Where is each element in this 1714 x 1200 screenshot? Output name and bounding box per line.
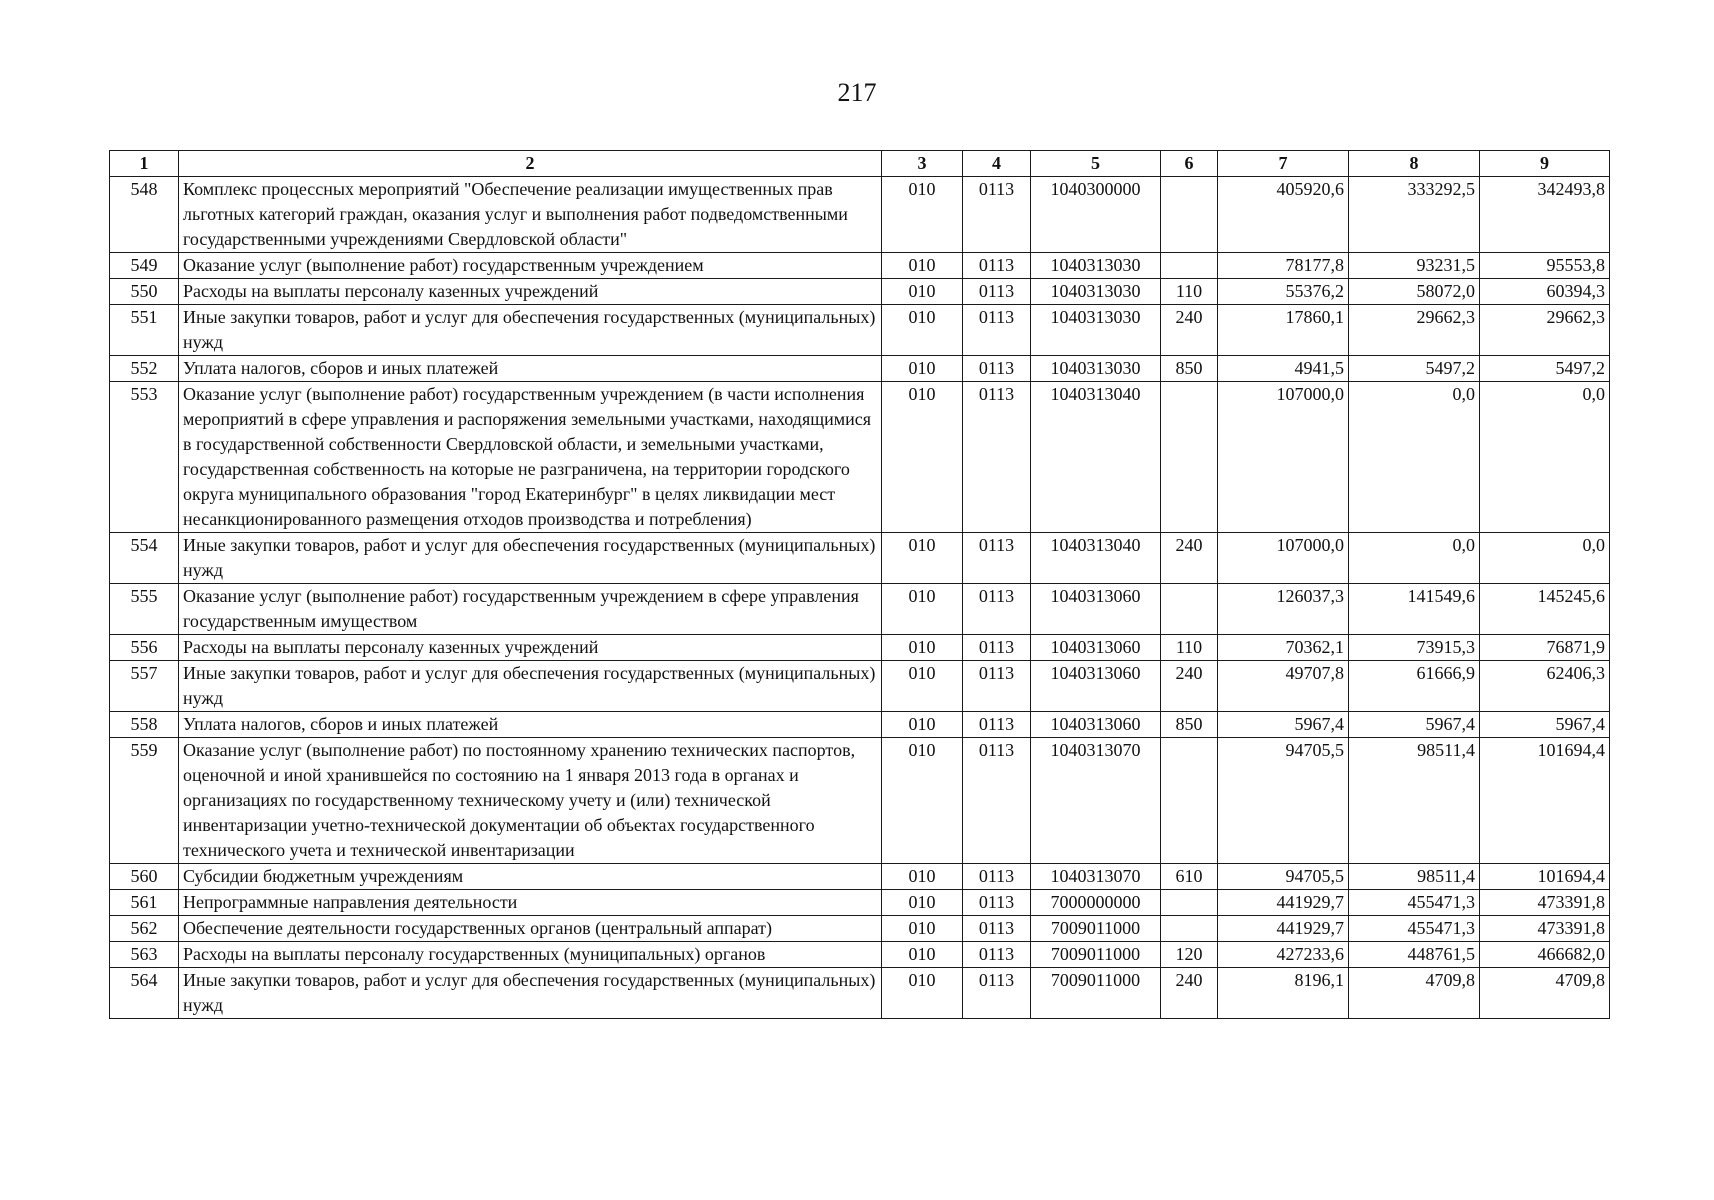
target-article-cell: 1040313060 (1031, 712, 1161, 738)
administrator-code-cell: 010 (882, 942, 963, 968)
administrator-code-cell: 010 (882, 738, 963, 864)
description-cell: Расходы на выплаты персоналу казенных учреждений (179, 635, 882, 661)
administrator-code-cell: 010 (882, 279, 963, 305)
amount-cell: 5967,4 (1480, 712, 1610, 738)
amount-cell: 8196,1 (1218, 968, 1349, 1019)
administrator-code-cell: 010 (882, 356, 963, 382)
description-cell: Уплата налогов, сборов и иных платежей (179, 712, 882, 738)
expense-type-cell: 240 (1161, 305, 1218, 356)
section-code-cell: 0113 (963, 916, 1031, 942)
target-article-cell: 1040313040 (1031, 533, 1161, 584)
administrator-code-cell: 010 (882, 382, 963, 533)
amount-cell: 94705,5 (1218, 738, 1349, 864)
description-cell: Иные закупки товаров, работ и услуг для обеспечения государственных (муниципальных) нужд (179, 533, 882, 584)
amount-cell: 455471,3 (1349, 890, 1480, 916)
amount-cell: 93231,5 (1349, 253, 1480, 279)
table-row (110, 635, 1610, 661)
row-number-cell: 564 (110, 968, 179, 1019)
amount-cell: 61666,9 (1349, 661, 1480, 712)
amount-cell: 70362,1 (1218, 635, 1349, 661)
table-row (110, 968, 1610, 1019)
amount-cell: 405920,6 (1218, 177, 1349, 253)
amount-cell: 29662,3 (1349, 305, 1480, 356)
row-number-cell: 561 (110, 890, 179, 916)
expense-type-cell (1161, 382, 1218, 533)
expense-type-cell: 110 (1161, 635, 1218, 661)
administrator-code-cell: 010 (882, 177, 963, 253)
target-article-cell: 7009011000 (1031, 942, 1161, 968)
amount-cell: 441929,7 (1218, 890, 1349, 916)
amount-cell: 94705,5 (1218, 864, 1349, 890)
section-code-cell: 0113 (963, 942, 1031, 968)
expense-type-cell: 850 (1161, 356, 1218, 382)
amount-cell: 78177,8 (1218, 253, 1349, 279)
row-number-cell: 563 (110, 942, 179, 968)
section-code-cell: 0113 (963, 177, 1031, 253)
amount-cell: 145245,6 (1480, 584, 1610, 635)
description-cell: Непрограммные направления деятельности (179, 890, 882, 916)
expense-type-cell (1161, 584, 1218, 635)
description-cell: Иные закупки товаров, работ и услуг для обеспечения государственных (муниципальных) нужд (179, 661, 882, 712)
page-number: 217 (837, 78, 877, 107)
target-article-cell: 7009011000 (1031, 916, 1161, 942)
row-number-cell: 550 (110, 279, 179, 305)
amount-cell: 62406,3 (1480, 661, 1610, 712)
row-number-cell: 558 (110, 712, 179, 738)
amount-cell: 441929,7 (1218, 916, 1349, 942)
table-row (110, 177, 1610, 253)
amount-cell: 466682,0 (1480, 942, 1610, 968)
target-article-cell: 1040313070 (1031, 864, 1161, 890)
amount-cell: 4709,8 (1349, 968, 1480, 1019)
section-code-cell: 0113 (963, 584, 1031, 635)
amount-cell: 98511,4 (1349, 738, 1480, 864)
amount-cell: 107000,0 (1218, 382, 1349, 533)
administrator-code-cell: 010 (882, 635, 963, 661)
expense-type-cell: 120 (1161, 942, 1218, 968)
target-article-cell: 1040313070 (1031, 738, 1161, 864)
section-code-cell: 0113 (963, 253, 1031, 279)
administrator-code-cell: 010 (882, 712, 963, 738)
row-number-cell: 559 (110, 738, 179, 864)
section-code-cell: 0113 (963, 356, 1031, 382)
table-row (110, 890, 1610, 916)
expense-type-cell: 240 (1161, 968, 1218, 1019)
description-cell: Оказание услуг (выполнение работ) по постоянному хранению технических паспортов, оценочной и иной хранившейся по состоянию на 1 января 2013 года в органах и организациях по государственному техническому учету и (или) технической инвентаризации учетно-технической документации об объектах государственного технического учета и технической инвентаризации (179, 738, 882, 864)
target-article-cell: 7009011000 (1031, 968, 1161, 1019)
amount-cell: 473391,8 (1480, 916, 1610, 942)
column-header: 3 (882, 151, 963, 177)
expense-type-cell: 240 (1161, 661, 1218, 712)
amount-cell: 0,0 (1480, 382, 1610, 533)
amount-cell: 58072,0 (1349, 279, 1480, 305)
administrator-code-cell: 010 (882, 890, 963, 916)
column-header: 5 (1031, 151, 1161, 177)
administrator-code-cell: 010 (882, 661, 963, 712)
target-article-cell: 1040313030 (1031, 253, 1161, 279)
amount-cell: 448761,5 (1349, 942, 1480, 968)
description-cell: Иные закупки товаров, работ и услуг для обеспечения государственных (муниципальных) нужд (179, 305, 882, 356)
expense-type-cell (1161, 916, 1218, 942)
amount-cell: 4709,8 (1480, 968, 1610, 1019)
section-code-cell: 0113 (963, 738, 1031, 864)
row-number-cell: 560 (110, 864, 179, 890)
amount-cell: 107000,0 (1218, 533, 1349, 584)
amount-cell: 0,0 (1349, 533, 1480, 584)
row-number-cell: 562 (110, 916, 179, 942)
description-cell: Субсидии бюджетным учреждениям (179, 864, 882, 890)
expense-type-cell: 240 (1161, 533, 1218, 584)
row-number-cell: 555 (110, 584, 179, 635)
table-row (110, 305, 1610, 356)
section-code-cell: 0113 (963, 968, 1031, 1019)
section-code-cell: 0113 (963, 305, 1031, 356)
expense-type-cell (1161, 738, 1218, 864)
row-number-cell: 556 (110, 635, 179, 661)
table-row (110, 533, 1610, 584)
description-cell: Обеспечение деятельности государственных органов (центральный аппарат) (179, 916, 882, 942)
amount-cell: 101694,4 (1480, 738, 1610, 864)
target-article-cell: 1040313030 (1031, 356, 1161, 382)
row-number-cell: 553 (110, 382, 179, 533)
amount-cell: 455471,3 (1349, 916, 1480, 942)
amount-cell: 0,0 (1480, 533, 1610, 584)
amount-cell: 5497,2 (1349, 356, 1480, 382)
amount-cell: 17860,1 (1218, 305, 1349, 356)
amount-cell: 76871,9 (1480, 635, 1610, 661)
amount-cell: 141549,6 (1349, 584, 1480, 635)
column-header: 6 (1161, 151, 1218, 177)
table-row (110, 661, 1610, 712)
target-article-cell: 1040313060 (1031, 661, 1161, 712)
table-row (110, 864, 1610, 890)
row-number-cell: 554 (110, 533, 179, 584)
amount-cell: 427233,6 (1218, 942, 1349, 968)
amount-cell: 342493,8 (1480, 177, 1610, 253)
amount-cell: 49707,8 (1218, 661, 1349, 712)
amount-cell: 333292,5 (1349, 177, 1480, 253)
target-article-cell: 1040313060 (1031, 584, 1161, 635)
section-code-cell: 0113 (963, 279, 1031, 305)
target-article-cell: 1040313040 (1031, 382, 1161, 533)
column-header: 4 (963, 151, 1031, 177)
amount-cell: 5967,4 (1218, 712, 1349, 738)
amount-cell: 73915,3 (1349, 635, 1480, 661)
amount-cell: 473391,8 (1480, 890, 1610, 916)
row-number-cell: 551 (110, 305, 179, 356)
table-row (110, 942, 1610, 968)
description-cell: Оказание услуг (выполнение работ) государственным учреждением (179, 253, 882, 279)
section-code-cell: 0113 (963, 635, 1031, 661)
amount-cell: 0,0 (1349, 382, 1480, 533)
amount-cell: 55376,2 (1218, 279, 1349, 305)
administrator-code-cell: 010 (882, 968, 963, 1019)
table-row (110, 738, 1610, 864)
column-header: 1 (110, 151, 179, 177)
amount-cell: 95553,8 (1480, 253, 1610, 279)
target-article-cell: 1040313030 (1031, 279, 1161, 305)
section-code-cell: 0113 (963, 382, 1031, 533)
expense-type-cell (1161, 253, 1218, 279)
table-row (110, 712, 1610, 738)
amount-cell: 101694,4 (1480, 864, 1610, 890)
section-code-cell: 0113 (963, 661, 1031, 712)
administrator-code-cell: 010 (882, 584, 963, 635)
target-article-cell: 7000000000 (1031, 890, 1161, 916)
table-row (110, 382, 1610, 533)
description-cell: Расходы на выплаты персоналу казенных учреждений (179, 279, 882, 305)
table-row (110, 279, 1610, 305)
row-number-cell: 557 (110, 661, 179, 712)
expense-type-cell (1161, 177, 1218, 253)
row-number-cell: 548 (110, 177, 179, 253)
table-row (110, 916, 1610, 942)
description-cell: Иные закупки товаров, работ и услуг для обеспечения государственных (муниципальных) нужд (179, 968, 882, 1019)
section-code-cell: 0113 (963, 864, 1031, 890)
section-code-cell: 0113 (963, 712, 1031, 738)
description-cell: Уплата налогов, сборов и иных платежей (179, 356, 882, 382)
row-number-cell: 549 (110, 253, 179, 279)
target-article-cell: 1040300000 (1031, 177, 1161, 253)
column-header: 8 (1349, 151, 1480, 177)
administrator-code-cell: 010 (882, 864, 963, 890)
target-article-cell: 1040313060 (1031, 635, 1161, 661)
budget-table (109, 150, 1610, 1019)
description-cell: Расходы на выплаты персоналу государственных (муниципальных) органов (179, 942, 882, 968)
description-cell: Комплекс процессных мероприятий "Обеспечение реализации имущественных прав льготных категорий граждан, оказания услуг и выполнения работ подведомственными государственными учреждениями Свердловской области" (179, 177, 882, 253)
amount-cell: 60394,3 (1480, 279, 1610, 305)
expense-type-cell (1161, 890, 1218, 916)
amount-cell: 4941,5 (1218, 356, 1349, 382)
section-code-cell: 0113 (963, 890, 1031, 916)
section-code-cell: 0113 (963, 533, 1031, 584)
amount-cell: 98511,4 (1349, 864, 1480, 890)
expense-type-cell: 610 (1161, 864, 1218, 890)
amount-cell: 126037,3 (1218, 584, 1349, 635)
amount-cell: 5967,4 (1349, 712, 1480, 738)
column-header: 7 (1218, 151, 1349, 177)
column-header: 2 (179, 151, 882, 177)
table-row (110, 584, 1610, 635)
administrator-code-cell: 010 (882, 305, 963, 356)
table-row (110, 253, 1610, 279)
header-row (110, 151, 1610, 177)
amount-cell: 29662,3 (1480, 305, 1610, 356)
target-article-cell: 1040313030 (1031, 305, 1161, 356)
administrator-code-cell: 010 (882, 533, 963, 584)
column-header: 9 (1480, 151, 1610, 177)
administrator-code-cell: 010 (882, 916, 963, 942)
amount-cell: 5497,2 (1480, 356, 1610, 382)
table-body (110, 177, 1610, 1019)
description-cell: Оказание услуг (выполнение работ) государственным учреждением (в части исполнения мероприятий в сфере управления и распоряжения земельными участками, находящимися в государственной собственности Свердловской области, и земельными участками, государственная собственность на которые не разграничена, на территории городского округа муниципального образования "город Екатеринбург" в целях ликвидации мест несанкционированного размещения отходов производства и потребления) (179, 382, 882, 533)
expense-type-cell: 850 (1161, 712, 1218, 738)
row-number-cell: 552 (110, 356, 179, 382)
expense-type-cell: 110 (1161, 279, 1218, 305)
description-cell: Оказание услуг (выполнение работ) государственным учреждением в сфере управления государственным имуществом (179, 584, 882, 635)
administrator-code-cell: 010 (882, 253, 963, 279)
table-row (110, 356, 1610, 382)
